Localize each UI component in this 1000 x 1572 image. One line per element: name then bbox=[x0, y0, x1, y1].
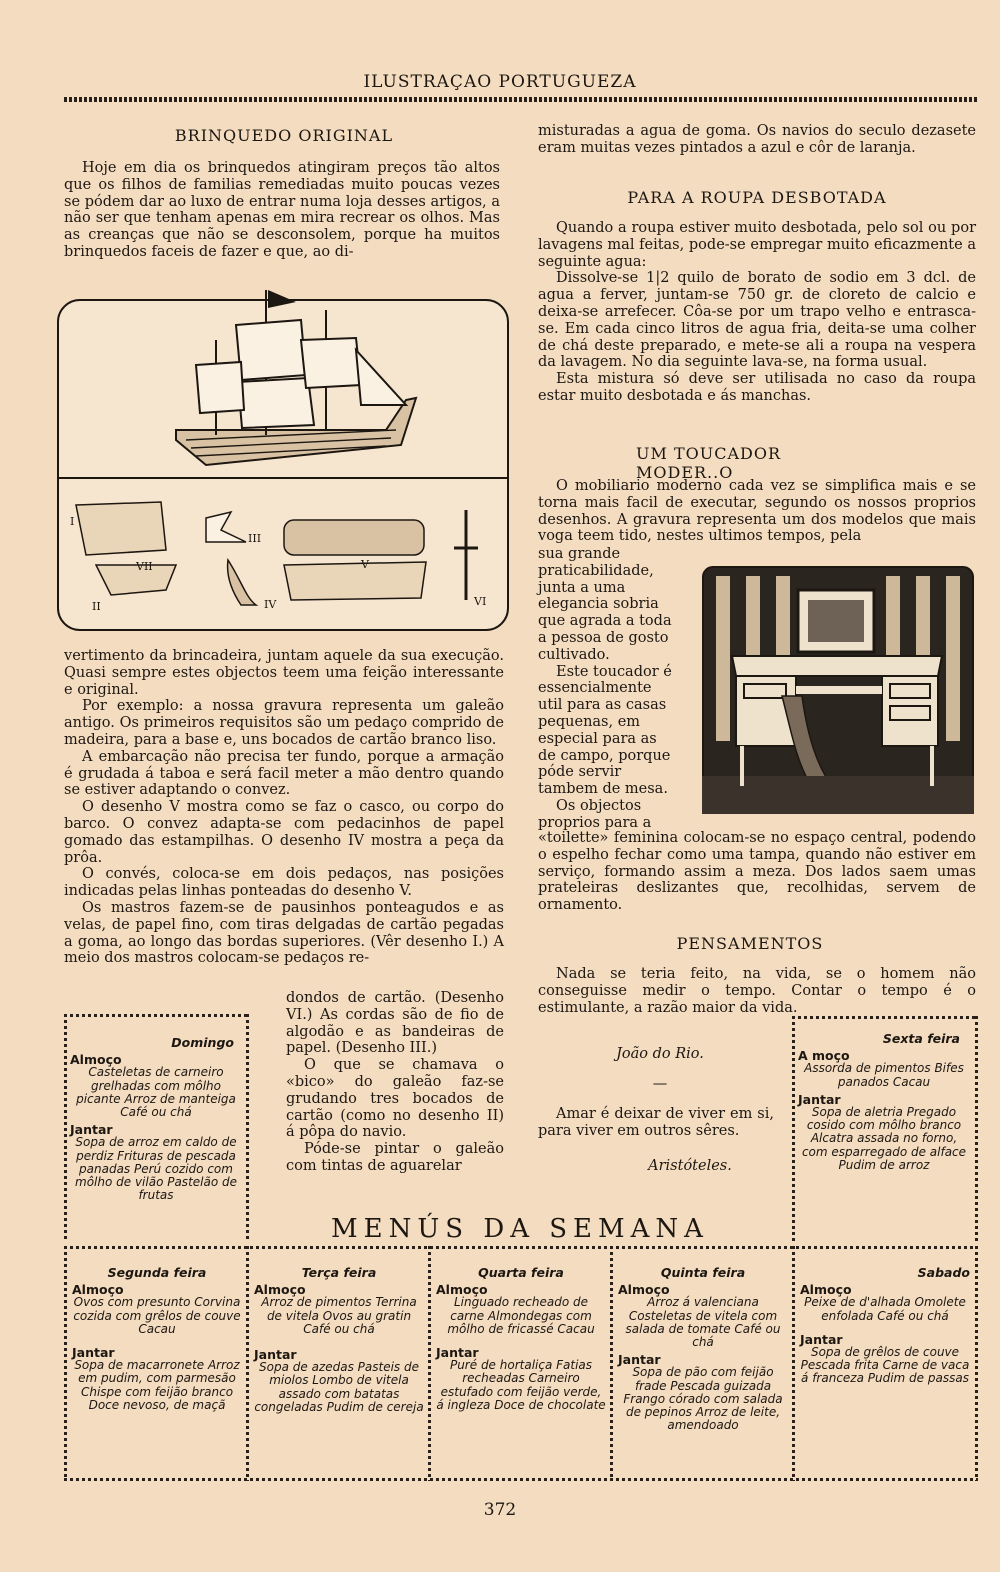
menu-meal-label: Jantar bbox=[618, 1352, 661, 1368]
article-paragraph-8: O que se chamava o «bico» do galeão faz-se grudando tres bocados de cartão (como no desenho II) á pôpa do navio. bbox=[286, 1057, 504, 1141]
menu-dishes: Peixe de d'alhada Omolete enfolada Café ou chá bbox=[804, 1295, 966, 1323]
fig-label-6: VI bbox=[474, 595, 487, 608]
article-body-narrow bbox=[286, 990, 504, 1175]
menu-dishes: Linguado recheado de carne Almondegas com môlho de fricassé Cacau bbox=[447, 1295, 595, 1336]
pensamentos-quote-2 bbox=[538, 1106, 774, 1140]
article-paragraph-4: O desenho V mostra como se faz o casco, ou corpo do barco. O convez adapta-se com pedacinhos de papel gomado das estampilhas. O desenho IV mostra a peça da prôa. bbox=[64, 799, 504, 866]
menu-quinta bbox=[618, 1266, 788, 1432]
menu-day-quarta: Quarta feira bbox=[478, 1265, 564, 1280]
menu-dishes: Sopa de pão com feijão frade Pescada guizada Frango córado com salada de pepinos Arroz de leite, amendoado bbox=[623, 1365, 783, 1433]
menu-dishes: Arroz de pimentos Terrina de vitela Ovos au gratin Café ou chá bbox=[261, 1295, 417, 1336]
menu-dishes: Sopa de aletria Pregado cosido com môlho branco Alcatra assada no forno, com esparregado de alface Pudim de arroz bbox=[801, 1105, 967, 1172]
menu-meal-label: Almoço bbox=[436, 1282, 488, 1298]
fig-label-4: IV bbox=[264, 598, 277, 611]
menu-day-domingo: Domingo bbox=[171, 1035, 234, 1050]
menu-dishes: Sopa de azedas Pasteis de miolos Lombo de vitela assado com batatas congeladas Pudim de cereja bbox=[254, 1360, 424, 1414]
menu-meal-label: Jantar bbox=[72, 1345, 115, 1361]
menus-title: MENÚS DA SEMANA bbox=[331, 1214, 709, 1244]
menu-dishes: Casteletas de carneiro grelhadas com môlho picante Arroz de manteiga Café ou chá bbox=[76, 1065, 236, 1120]
menu-domingo bbox=[70, 1036, 242, 1202]
article-paragraph-7: dondos de cartão. (Desenho VI.) As cordas são de fio de algodão e as bandeiras de papel. (Desenho III.) bbox=[286, 990, 504, 1057]
article-title-toucador: UM TOUCADOR MODER..O bbox=[636, 444, 782, 482]
quote-divider: — bbox=[652, 1076, 668, 1092]
article-paragraph-6: Os mastros fazem-se de pausinhos ponteagudos e as velas, de papel fino, com tiras delgadas de cartão pegadas a goma, ao longo das bordas superiores. (Vêr desenho I.) A meio dos mastros colocam-se pedaços re- bbox=[64, 899, 504, 967]
menu-day-quinta: Quinta feira bbox=[660, 1265, 746, 1280]
fig-label-5: V bbox=[361, 558, 369, 571]
toucador-paragraph-1: O mobiliario moderno cada vez se simplifica mais e se torna mais facil de executar, segundo os nossos proprios desenhos. A gravura representa um dos modelos que mais voga teem tido, nestes ultimos tempos, pela bbox=[538, 478, 976, 545]
page-number: 372 bbox=[483, 1500, 517, 1520]
menu-segunda bbox=[72, 1266, 242, 1412]
article-paragraph-2: Por exemplo: a nossa gravura representa um galeão antigo. Os primeiros requisitos são um pedaço comprido de madeira, para a base e, uns bocados de cartão branco liso. bbox=[64, 698, 504, 748]
menu-meal-label: Almoço bbox=[800, 1282, 852, 1298]
menu-meal-label: Jantar bbox=[254, 1347, 297, 1363]
menu-meal-label: Jantar bbox=[70, 1122, 113, 1138]
continuation-paragraph: misturadas a agua de goma. Os navios do seculo dezasete eram muitas vezes pintados a azul e côr de laranja. bbox=[538, 123, 976, 156]
dressing-table-illustration bbox=[702, 566, 974, 814]
toucador-body-2 bbox=[538, 830, 976, 914]
magazine-title: ILUSTRAÇAO PORTUGUEZA bbox=[363, 72, 637, 92]
menu-day-sabado: Sabado bbox=[917, 1265, 970, 1280]
menu-sexta bbox=[798, 1032, 970, 1172]
menu-day-sexta: Sexta feira bbox=[882, 1031, 960, 1046]
menu-quarta bbox=[436, 1266, 606, 1412]
article-intro bbox=[64, 160, 500, 261]
fig-label-2: II bbox=[92, 600, 101, 613]
menu-dishes: Ovos com presunto Corvina cozida com grêlos de couve Cacau bbox=[73, 1295, 241, 1336]
article-paragraph-5: O convés, coloca-se em dois pedaços, nas posições indicadas pelas linhas ponteadas do desenho V. bbox=[64, 866, 504, 900]
menu-meal-label: Almoço bbox=[254, 1282, 306, 1298]
menu-dishes: Arroz á valenciana Costeletas de vitela com salada de tomate Café ou chá bbox=[625, 1295, 781, 1350]
quote-1: Nada se teria feito, na vida, se o homem não conseguisse medir o tempo. Contar o tempo é o estimulante, a razão maior da vida. bbox=[538, 966, 976, 1016]
menu-dishes: Puré de hortaliça Fatias recheadas Carneiro estufado com feijão verde, á ingleza Doce de chocolate bbox=[436, 1358, 606, 1412]
intro-paragraph: Hoje em dia os brinquedos atingiram preços tão altos que os filhos de familias remediadas muito poucas vezes se pódem dar ao luxo de entrar numa loja desses artigos, a não ser que tenham apenas em mira recrear os olhos. Mas as creanças que não se desconsolem, porque ha muitos brinquedos faceis de fazer e que, ao di- bbox=[64, 160, 500, 260]
continuation-text bbox=[538, 123, 976, 157]
fig-label-1: I bbox=[70, 515, 75, 528]
article-title-roupa: PARA A ROUPA DESBOTADA bbox=[627, 188, 887, 207]
roupa-paragraph-3: Esta mistura só deve ser utilisada no caso da roupa estar muito desbotada e ás manchas. bbox=[538, 371, 976, 404]
fig-label-3: III bbox=[248, 532, 262, 545]
article-paragraph-1: vertimento da brincadeira, juntam aquele da sua execução. Quasi sempre estes objectos teem uma feição interessante e original. bbox=[64, 648, 504, 698]
toucador-body bbox=[538, 478, 976, 545]
article-paragraph-3: A embarcação não precisa ter fundo, porque a armação é grudada á taboa e será facil meter a mão dentro quando se estiver adaptando o convez. bbox=[64, 748, 504, 799]
menu-meal-label: Almoço bbox=[72, 1282, 124, 1298]
toucador-narrow-1: sua grande praticabilidade, junta a uma elegancia sobria que agrada a toda a pessoa de gosto cultivado. bbox=[538, 546, 672, 663]
menu-day-terca: Terça feira bbox=[301, 1265, 377, 1280]
header-rule bbox=[64, 97, 978, 102]
menu-meal-label: A moço bbox=[798, 1048, 850, 1064]
fig-label-7: VII bbox=[136, 560, 153, 573]
roupa-paragraph-2: Dissolve-se 1|2 quilo de borato de sodio em 3 dcl. de agua a ferver, juntam-se 750 gr. de cloreto de calcio e deixa-se arrefecer. Côa-se por um trapo velho e entrasca-se. Em cada cinco litros de agua fria, deita-se uma colher de chá deste preparado, e mete-se ali a roupa na vespera da lavagem. No dia seguinte lava-se, na forma usual. bbox=[538, 270, 976, 371]
quote-2: Amar é deixar de viver em si, para viver em outros sêres. bbox=[538, 1106, 774, 1139]
menu-sabado bbox=[800, 1266, 970, 1386]
galleon-illustration bbox=[56, 280, 512, 640]
roupa-paragraph-1: Quando a roupa estiver muito desbotada, pelo sol ou por lavagens mal feitas, pode-se empregar muito eficazmente a seguinte agua: bbox=[538, 220, 976, 270]
toucador-paragraph-2: «toilette» feminina colocam-se no espaço central, podendo o espelho fechar como uma tampa, quando não estiver em serviço, formando assim a meza. Dos lados saem umas prateleiras deslizantes que, recolhidas, servem de ornamento. bbox=[538, 830, 976, 914]
article-title-pensamentos: PENSAMENTOS bbox=[676, 934, 824, 953]
menu-meal-label: Almoço bbox=[618, 1282, 670, 1298]
toucador-narrow-3: Os objectos proprios para a bbox=[538, 797, 652, 831]
article-title-brinquedo: BRINQUEDO ORIGINAL bbox=[174, 126, 394, 145]
article-body bbox=[64, 648, 504, 967]
quote-1-author: João do Rio. bbox=[616, 1046, 704, 1062]
quote-2-author: Aristóteles. bbox=[648, 1158, 732, 1174]
menu-dishes: Assorda de pimentos Bifes panados Cacau bbox=[804, 1061, 964, 1089]
menu-dishes: Sopa de grêlos de couve Pescada frita Carne de vaca á franceza Pudim de passas bbox=[800, 1345, 970, 1386]
menu-day-segunda: Segunda feira bbox=[107, 1265, 207, 1280]
menu-meal-label: Jantar bbox=[800, 1331, 843, 1347]
menu-terca bbox=[254, 1266, 424, 1414]
menu-dishes: Sopa de arroz em caldo de perdiz Frituras de pescada panadas Perú cozido com môlho de vilão Pastelão de frutas bbox=[75, 1135, 237, 1203]
roupa-body bbox=[538, 220, 976, 405]
article-paragraph-9: Póde-se pintar o galeão com tintas de aguarelar bbox=[286, 1141, 504, 1174]
menu-meal-label: Jantar bbox=[798, 1091, 841, 1107]
menu-meal-label: Jantar bbox=[436, 1345, 479, 1361]
menu-meal-label: Almoço bbox=[70, 1052, 122, 1068]
menu-dishes: Sopa de macarronete Arroz em pudim, com parmesão Chispe com feijão branco Doce nevoso, de maçã bbox=[74, 1358, 240, 1412]
toucador-narrow bbox=[538, 546, 676, 832]
pensamentos-quote-1-wide bbox=[538, 966, 976, 1016]
toucador-narrow-2: Este toucador é essencialmente util para as casas pequenas, em especial para as de campo, porque póde servir tambem de mesa. bbox=[538, 663, 672, 798]
